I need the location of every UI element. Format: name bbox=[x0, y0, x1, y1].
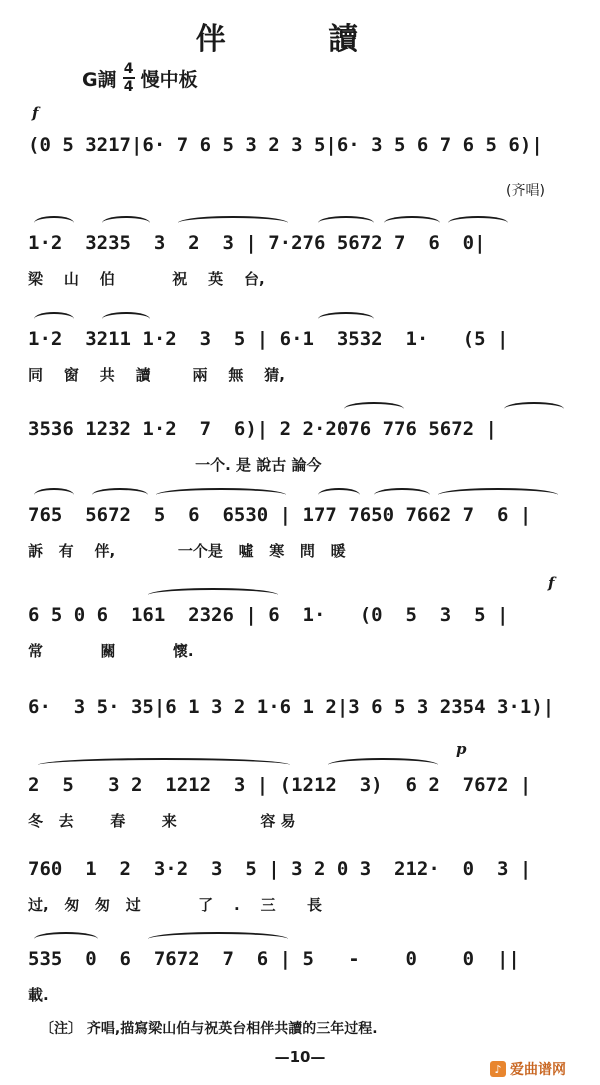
tempo-marking: 慢中板 bbox=[140, 68, 198, 91]
notation-line: 6· 3 5· 35|6 1 3 2 1·6 1 2|3 6 5 3 2354 3·1)| bbox=[28, 696, 555, 718]
key-signature-line bbox=[82, 62, 198, 94]
key-label: G調 bbox=[82, 68, 117, 91]
notation-line: 1·2 3235 3 2 3 | 7·276 5672 7 6 0| bbox=[28, 232, 486, 254]
dynamic-forte-2: f bbox=[548, 574, 555, 592]
lyric-line bbox=[28, 732, 584, 754]
chorus-mark: (齐唱) bbox=[506, 183, 545, 199]
lyric-line: 过, 匆 匆 过 了 . 三 長 bbox=[28, 896, 322, 914]
footnote: 〔注〕 齐唱,描寫梁山伯与祝英台相伴共讀的三年过程. bbox=[40, 1021, 378, 1037]
dynamic-forte-1: f bbox=[32, 104, 39, 122]
dynamic-piano: p bbox=[456, 740, 467, 758]
time-signature-top: 4 bbox=[123, 61, 134, 77]
notation-line: 2 5 3 2 1212 3 | (1212 3) 6 2 7672 | bbox=[28, 774, 532, 796]
time-signature-bottom: 4 bbox=[123, 79, 134, 95]
lyric-line bbox=[28, 170, 584, 192]
lyric-line: 訴 有 伴, 一个是 噓 寒 問 暖 bbox=[28, 542, 346, 560]
notation-line: 535 0 6 7672 7 6 | 5 - 0 0 || bbox=[28, 948, 520, 970]
notation-line: 760 1 2 3·2 3 5 | 3 2 0 3 212· 0 3 | bbox=[28, 858, 532, 880]
music-note-icon: ♪ bbox=[490, 1061, 506, 1077]
lyric-line: 載. bbox=[28, 986, 49, 1004]
page-title: 伴 讀 bbox=[195, 22, 405, 57]
site-watermark[interactable] bbox=[490, 1058, 594, 1080]
lyric-line: 梁 山 伯 祝 英 台, bbox=[28, 270, 265, 288]
lyric-line: 同 窗 共 讀 兩 無 猜, bbox=[28, 366, 285, 384]
notation-line: 6 5 0 6 161 2326 | 6 1· (0 5 3 5 | bbox=[28, 604, 509, 626]
time-signature bbox=[123, 62, 135, 94]
notation-line: 1·2 3211 1·2 3 5 | 6·1 3532 1· (5 | bbox=[28, 328, 509, 350]
page-number: —10— bbox=[274, 1048, 326, 1066]
lyric-line: 常 關 懷. bbox=[28, 642, 194, 660]
notation-line: (0 5 3217|6· 7 6 5 3 2 3 5|6· 3 5 6 7 6 5 6)| bbox=[28, 134, 543, 156]
notation-line: 3536 1232 1·2 7 6)| 2 2·2076 776 5672 | bbox=[28, 418, 497, 440]
watermark-text: 爱曲谱网 bbox=[510, 1062, 566, 1078]
lyric-line: 一个. 是 說古 論今 bbox=[28, 456, 322, 474]
lyric-line: 冬 去 春 来 容 易 bbox=[28, 812, 296, 830]
notation-line: 765 5672 5 6 6530 | 177 7650 7662 7 6 | bbox=[28, 504, 532, 526]
